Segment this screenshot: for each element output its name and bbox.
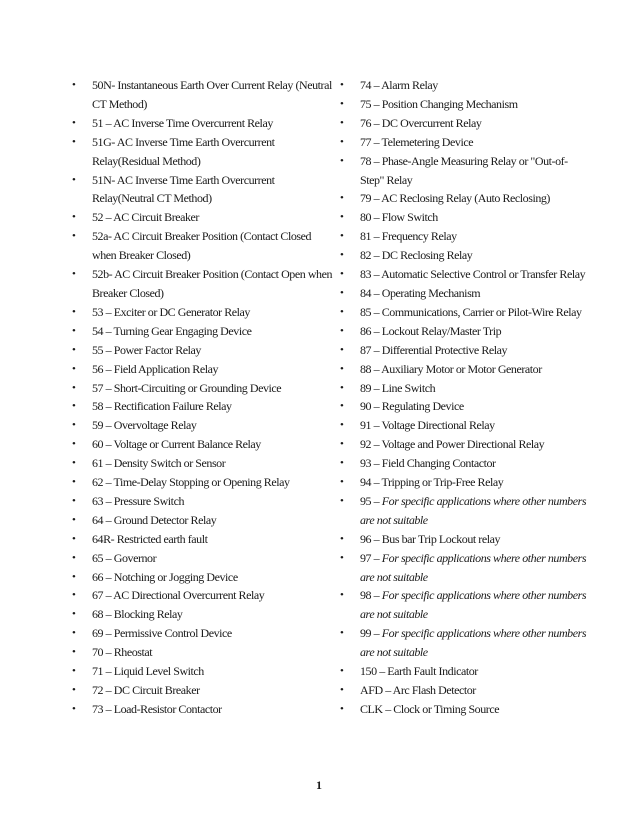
bullet-icon: • — [72, 362, 76, 375]
list-item — [70, 171, 332, 209]
list-item-text: 59 – Overvoltage Relay — [92, 418, 197, 433]
bullet-icon: • — [340, 286, 344, 299]
list-item-text: 92 – Voltage and Power Directional Relay — [360, 437, 545, 452]
list-item-text: 60 – Voltage or Current Balance Relay — [92, 437, 261, 452]
list-item-text: 65 – Governor — [92, 550, 157, 565]
list-item-text: 88 – Auxiliary Motor or Motor Generator — [360, 361, 542, 376]
list-item — [70, 341, 332, 360]
bullet-icon: • — [72, 570, 76, 583]
bullet-icon: • — [72, 494, 76, 507]
bullet-icon: • — [340, 305, 344, 318]
list-item-text: 81 – Frequency Relay — [360, 229, 457, 244]
list-item-text: AFD – Arc Flash Detector — [360, 683, 476, 697]
list-item — [338, 416, 590, 435]
list-item-number: 97 – — [360, 550, 382, 565]
list-item-text: 83 – Automatic Selective Control or Transfer Relay — [360, 267, 586, 282]
list-item-text: 53 – Exciter or DC Generator Relay — [92, 304, 250, 319]
list-item — [70, 435, 332, 454]
list-item — [70, 605, 332, 624]
bullet-icon: • — [72, 230, 76, 243]
bullet-icon: • — [72, 438, 76, 451]
list-item — [70, 360, 332, 379]
bullet-icon: • — [340, 79, 344, 91]
list-item-text: 52a- AC Circuit Breaker Position (Contact Closed when Breaker Closed) — [92, 229, 312, 263]
bullet-icon: • — [340, 702, 344, 715]
bullet-icon: • — [340, 589, 344, 602]
list-item-text: 50N- Instantaneous Earth Over Current Relay (Neutral CT Method) — [92, 78, 332, 111]
list-item — [70, 303, 332, 322]
page-number: 1 — [316, 778, 322, 792]
bullet-icon: • — [340, 362, 344, 375]
bullet-icon: • — [72, 343, 76, 356]
bullet-icon: • — [72, 665, 76, 678]
list-item — [338, 397, 590, 416]
bullet-icon: • — [340, 211, 344, 224]
bullet-icon: • — [72, 324, 76, 337]
list-item-note: For specific applications where other numbers are not suitable — [360, 493, 587, 527]
list-item — [338, 322, 590, 341]
list-item-text: 52b- AC Circuit Breaker Position (Contact Open when Breaker Closed) — [92, 267, 333, 300]
bullet-icon: • — [340, 684, 344, 696]
list-item-text: 64 – Ground Detector Relay — [92, 512, 217, 527]
list-item-note: For specific applications where other numbers are not suitable — [360, 588, 587, 622]
list-item-text: 70 – Rheostat — [92, 645, 153, 660]
list-item — [338, 662, 590, 681]
list-item-text: 84 – Operating Mechanism — [360, 285, 481, 300]
bullet-icon: • — [72, 457, 76, 470]
list-item — [338, 360, 590, 379]
list-item — [338, 700, 590, 719]
list-item-number: 95 – — [360, 493, 382, 508]
bullet-icon: • — [72, 684, 76, 696]
bullet-icon: • — [340, 381, 344, 394]
device-list-left — [70, 76, 332, 719]
list-item-text: 55 – Power Factor Relay — [92, 342, 201, 357]
list-item — [70, 530, 332, 549]
list-item-text: 75 – Position Changing Mechanism — [360, 96, 518, 111]
list-item-text: 150 – Earth Fault Indicator — [360, 664, 478, 679]
list-item-text: 74 – Alarm Relay — [360, 78, 438, 92]
list-item-number: 98 – — [360, 588, 382, 603]
list-item — [70, 416, 332, 435]
bullet-icon: • — [340, 97, 344, 110]
list-item-text: 91 – Voltage Directional Relay — [360, 418, 495, 433]
list-item-text: CLK – Clock or Timing Source — [360, 701, 500, 716]
list-item-text: 51 – AC Inverse Time Overcurrent Relay — [92, 115, 273, 130]
bullet-icon: • — [340, 438, 344, 451]
bullet-icon: • — [72, 173, 76, 186]
bullet-icon: • — [72, 268, 76, 281]
bullet-icon: • — [340, 343, 344, 356]
list-item — [338, 681, 590, 700]
bullet-icon: • — [340, 665, 344, 678]
list-item-text: 61 – Density Switch or Sensor — [92, 456, 226, 471]
list-item-text: 78 – Phase-Angle Measuring Relay or "Out-of-Step" Relay — [360, 153, 568, 187]
list-item-text: 93 – Field Changing Contactor — [360, 456, 496, 471]
device-list-right — [338, 76, 590, 719]
list-item — [338, 379, 590, 398]
list-item — [338, 265, 590, 284]
list-item-text: 62 – Time-Delay Stopping or Opening Relay — [92, 475, 290, 490]
bullet-icon: • — [72, 400, 76, 413]
list-item-text: 63 – Pressure Switch — [92, 493, 184, 508]
list-item — [70, 568, 332, 587]
list-item — [338, 76, 590, 95]
list-item — [70, 227, 332, 265]
list-item-text: 72 – DC Circuit Breaker — [92, 683, 200, 697]
bullet-icon: • — [340, 627, 344, 640]
list-item-text: 56 – Field Application Relay — [92, 361, 219, 376]
list-item-text: 89 – Line Switch — [360, 380, 436, 395]
list-item-text: 58 – Rectification Failure Relay — [92, 399, 232, 414]
list-item — [338, 454, 590, 473]
bullet-icon: • — [72, 513, 76, 526]
bullet-icon: • — [72, 116, 76, 129]
bullet-icon: • — [72, 608, 76, 621]
list-item — [338, 284, 590, 303]
list-item — [338, 473, 590, 492]
list-item — [338, 624, 590, 662]
list-item — [338, 189, 590, 208]
list-item — [338, 586, 590, 624]
list-item-text: 85 – Communications, Carrier or Pilot-Wire Relay — [360, 304, 582, 319]
list-item-text: 77 – Telemetering Device — [360, 134, 474, 149]
list-item — [338, 227, 590, 246]
list-item-text: 86 – Lockout Relay/Master Trip — [360, 323, 502, 338]
bullet-icon: • — [72, 646, 76, 659]
list-item-text: 52 – AC Circuit Breaker — [92, 210, 199, 225]
list-item-note: For specific applications where other numbers are not suitable — [360, 550, 587, 584]
list-item — [338, 208, 590, 227]
bullet-icon: • — [340, 551, 344, 564]
list-item — [70, 454, 332, 473]
bullet-icon: • — [72, 79, 76, 91]
list-item — [338, 246, 590, 265]
list-item — [338, 549, 590, 587]
list-item — [70, 700, 332, 719]
list-item-text: 76 – DC Overcurrent Relay — [360, 115, 482, 130]
list-item — [70, 662, 332, 681]
list-item — [70, 492, 332, 511]
bullet-icon: • — [340, 230, 344, 243]
bullet-icon: • — [72, 381, 76, 394]
list-item-text: 57 – Short-Circuiting or Grounding Device — [92, 380, 282, 395]
bullet-icon: • — [72, 702, 76, 715]
list-item-text: 73 – Load-Resistor Contactor — [92, 701, 222, 716]
bullet-icon: • — [340, 419, 344, 432]
list-item — [338, 95, 590, 114]
bullet-icon: • — [340, 494, 344, 507]
list-item — [70, 76, 332, 114]
list-item — [70, 397, 332, 416]
bullet-icon: • — [340, 400, 344, 413]
list-item-text: 51G- AC Inverse Time Earth Overcurrent Relay(Residual Method) — [92, 134, 275, 168]
list-item — [338, 492, 590, 530]
list-item — [70, 643, 332, 662]
list-item-text: 80 – Flow Switch — [360, 210, 438, 225]
list-item — [338, 435, 590, 454]
list-item-text: 79 – AC Reclosing Relay (Auto Reclosing) — [360, 191, 550, 206]
bullet-icon: • — [72, 532, 76, 545]
bullet-icon: • — [72, 551, 76, 564]
bullet-icon: • — [340, 268, 344, 281]
list-item — [70, 624, 332, 643]
list-item-text: 82 – DC Reclosing Relay — [360, 248, 473, 263]
list-item — [338, 133, 590, 152]
list-item-text: 87 – Differential Protective Relay — [360, 342, 508, 357]
list-item-note: For specific applications where other numbers are not suitable — [360, 626, 587, 660]
list-item — [70, 549, 332, 568]
list-item — [338, 341, 590, 360]
list-item — [70, 379, 332, 398]
list-item-text: 69 – Permissive Control Device — [92, 626, 232, 641]
list-item-text: 90 – Regulating Device — [360, 399, 464, 414]
list-item-text: 66 – Notching or Jogging Device — [92, 569, 238, 584]
list-item-text: 54 – Turning Gear Engaging Device — [92, 323, 252, 338]
list-item-text: 64R- Restricted earth fault — [92, 531, 208, 546]
list-item-text: 51N- AC Inverse Time Earth Overcurrent Relay(Neutral CT Method) — [92, 172, 275, 206]
bullet-icon: • — [340, 532, 344, 545]
bullet-icon: • — [340, 324, 344, 337]
bullet-icon: • — [340, 135, 344, 148]
bullet-icon: • — [340, 154, 344, 167]
list-item-text: 68 – Blocking Relay — [92, 607, 183, 622]
list-item — [70, 265, 332, 303]
list-item — [70, 586, 332, 605]
list-item-number: 99 – — [360, 626, 382, 641]
bullet-icon: • — [72, 419, 76, 432]
bullet-icon: • — [72, 305, 76, 318]
list-item-text: 71 – Liquid Level Switch — [92, 664, 204, 679]
list-item — [338, 303, 590, 322]
list-item — [70, 322, 332, 341]
list-item — [70, 208, 332, 227]
list-item — [338, 152, 590, 190]
bullet-icon: • — [72, 135, 76, 148]
list-item — [70, 473, 332, 492]
bullet-icon: • — [340, 457, 344, 470]
bullet-icon: • — [340, 476, 344, 489]
list-item — [70, 114, 332, 133]
list-item — [70, 511, 332, 530]
list-item-text: 94 – Tripping or Trip-Free Relay — [360, 475, 504, 490]
bullet-icon: • — [72, 589, 76, 602]
bullet-icon: • — [72, 211, 76, 224]
list-item-text: 96 – Bus bar Trip Lockout relay — [360, 531, 501, 546]
bullet-icon: • — [72, 476, 76, 489]
bullet-icon: • — [340, 192, 344, 205]
bullet-icon: • — [340, 116, 344, 129]
list-item — [70, 133, 332, 171]
list-item — [70, 681, 332, 700]
list-item — [338, 530, 590, 549]
list-item — [338, 114, 590, 133]
bullet-icon: • — [340, 249, 344, 262]
list-item-text: 67 – AC Directional Overcurrent Relay — [92, 588, 265, 603]
bullet-icon: • — [72, 627, 76, 640]
